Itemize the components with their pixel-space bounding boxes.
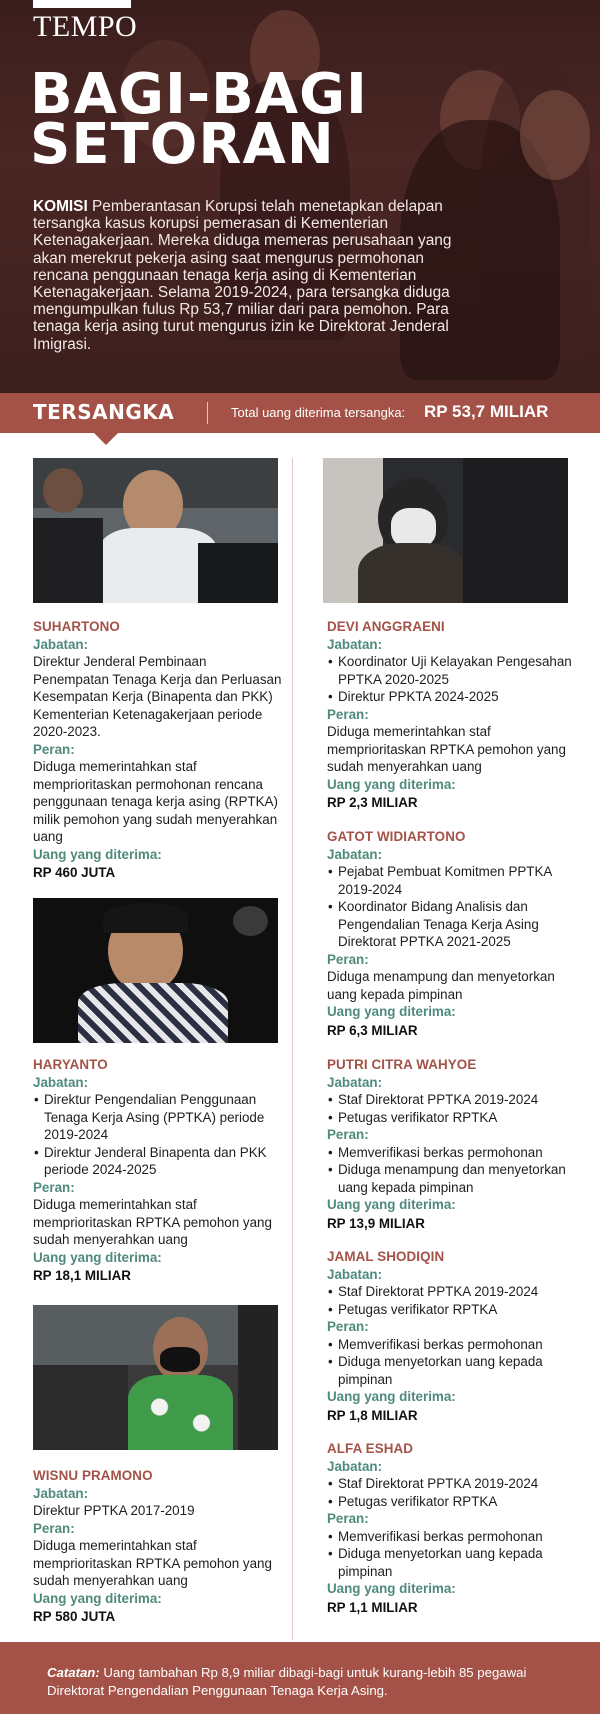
tempo-logo: TEMPO: [33, 10, 138, 43]
jabatan-item: • Koordinator Uji Kelayakan Pengesahan PPTKA 2020-2025: [327, 653, 577, 688]
jabatan-label: Jabatan:: [327, 1266, 383, 1282]
jabatan-label: Jabatan:: [327, 636, 383, 652]
peran-item: • Diduga menampung dan menyetorkan uang kepada pimpinan: [327, 1161, 577, 1196]
suspect-card-haryanto: [33, 1056, 283, 1285]
peran-label: Peran:: [33, 1179, 75, 1195]
uang-label: Uang yang diterima:: [33, 846, 162, 862]
jabatan-item: • Petugas verifikator RPTKA: [327, 1493, 577, 1511]
uang-label: Uang yang diterima:: [33, 1249, 162, 1265]
wisnu-photo: [33, 1305, 278, 1450]
suhartono-photo: [33, 458, 278, 603]
suspect-card-jamal: [327, 1248, 577, 1424]
footer-note: [0, 1642, 600, 1714]
uang-label: Uang yang diterima:: [33, 1590, 162, 1606]
peran-item: • Memverifikasi berkas permohonan: [327, 1528, 577, 1546]
peran-label: Peran:: [33, 1520, 75, 1536]
peran-list: [327, 1144, 577, 1197]
peran-label: Peran:: [327, 706, 369, 722]
suspect-name: PUTRI CITRA WAHYOE: [327, 1057, 477, 1072]
jabatan-item: • Direktur PPKTA 2024-2025: [327, 688, 577, 706]
uang-label: Uang yang diterima:: [327, 1004, 456, 1019]
jabatan-item: • Staf Direktorat PPTKA 2019-2024: [327, 1475, 577, 1493]
peran-list: [327, 1528, 577, 1581]
jabatan-label: Jabatan:: [327, 846, 383, 862]
suspect-name: DEVI ANGGRAENI: [327, 619, 445, 634]
title-line-1: BAGI-BAGI: [30, 62, 368, 127]
jabatan-label: Jabatan:: [33, 1074, 89, 1090]
header-separator: [207, 402, 208, 424]
uang-amount: RP 1,8 MILIAR: [327, 1407, 418, 1423]
jabatan-list: [327, 1091, 577, 1126]
title-line-2: SETORAN: [30, 112, 335, 177]
suspects-heading: TERSANGKA: [33, 400, 175, 424]
suspect-name: ALFA ESHAD: [327, 1441, 414, 1456]
uang-amount: RP 6,3 MILIAR: [327, 1022, 418, 1038]
jabatan-list: [327, 1283, 577, 1318]
jabatan-label: Jabatan:: [327, 1458, 383, 1474]
suspect-name: SUHARTONO: [33, 619, 120, 634]
jabatan-item: • Pejabat Pembuat Komitmen PPTKA 2019-2024: [327, 863, 577, 898]
jabatan-text: Direktur PPTKA 2017-2019: [33, 1503, 195, 1518]
uang-amount: RP 18,1 MILIAR: [33, 1268, 131, 1283]
suspect-card-suhartono: [33, 618, 283, 882]
page-title: [30, 62, 368, 177]
uang-amount: RP 1,1 MILIAR: [327, 1599, 418, 1615]
jabatan-item: • Direktur Jenderal Binapenta dan PKK periode 2024-2025: [33, 1144, 283, 1179]
total-value: RP 53,7 MILIAR: [424, 402, 549, 421]
jabatan-list: [33, 1091, 283, 1179]
peran-label: Peran:: [327, 1319, 369, 1334]
uang-amount: RP 13,9 MILIAR: [327, 1215, 425, 1231]
suspect-name: HARYANTO: [33, 1057, 108, 1072]
jabatan-list: [327, 863, 577, 951]
peran-list: [327, 1336, 577, 1389]
jabatan-item: • Staf Direktorat PPTKA 2019-2024: [327, 1091, 577, 1109]
jabatan-list: [327, 1475, 577, 1510]
suspect-name: WISNU PRAMONO: [33, 1468, 153, 1483]
suspect-name: JAMAL SHODIQIN: [327, 1249, 445, 1264]
jabatan-label: Jabatan:: [327, 1074, 383, 1090]
jabatan-list: [327, 653, 577, 706]
peran-label: Peran:: [327, 951, 369, 967]
peran-text: Diduga memerintahkan staf memprioritaskan permohonan rencana penggunaan tenaga kerja asing (RPTKA) milik pemohon yang sudah menyerahkan uang: [33, 759, 278, 844]
suspects-header-bar: [0, 393, 600, 433]
suspect-card-alfa: [327, 1440, 577, 1616]
suspect-card-gatot: [327, 828, 577, 1039]
peran-item: • Diduga menyetorkan uang kepada pimpinan: [327, 1353, 577, 1388]
total-label: Total uang diterima tersangka:: [231, 405, 406, 420]
peran-text: Diduga menampung dan menyetorkan uang kepada pimpinan: [327, 969, 555, 1002]
jabatan-item: • Petugas verifikator RPTKA: [327, 1109, 577, 1127]
devi-photo: [323, 458, 568, 603]
jabatan-item: • Staf Direktorat PPTKA 2019-2024: [327, 1283, 577, 1301]
uang-amount: RP 580 JUTA: [33, 1609, 116, 1624]
peran-text: Diduga memerintahkan staf memprioritaskan RPTKA pemohon yang sudah menyerahkan uang: [327, 724, 566, 774]
haryanto-photo: [33, 898, 278, 1043]
uang-label: Uang yang diterima:: [327, 1389, 456, 1404]
peran-item: • Memverifikasi berkas permohonan: [327, 1336, 577, 1354]
jabatan-label: Jabatan:: [33, 1485, 89, 1501]
peran-text: Diduga memerintahkan staf memprioritaskan RPTKA pemohon yang sudah menyerahkan uang: [33, 1538, 272, 1588]
jabatan-text: Direktur Jenderal Pembinaan Penempatan Tenaga Kerja dan Perluasan Kesempatan Kerja (Binapenta dan PKK) Kementerian Ketenagakerjaan periode 2020-2023.: [33, 654, 282, 739]
peran-label: Peran:: [327, 1127, 369, 1142]
uang-label: Uang yang diterima:: [327, 1581, 456, 1596]
peran-label: Peran:: [327, 1511, 369, 1526]
uang-label: Uang yang diterima:: [327, 776, 456, 792]
hero-banner: [0, 0, 600, 393]
jabatan-item: • Direktur Pengendalian Penggunaan Tenaga Kerja Asing (PPTKA) periode 2019-2024: [33, 1091, 283, 1144]
intro-paragraph: [33, 198, 453, 353]
suspect-name: GATOT WIDIARTONO: [327, 829, 466, 844]
uang-amount: RP 460 JUTA: [33, 865, 116, 880]
jabatan-item: • Koordinator Bidang Analisis dan Pengendalian Tenaga Kerja Asing Direktorat PPTKA 2021-2025: [327, 898, 577, 951]
peran-label: Peran:: [33, 741, 75, 757]
intro-lead: KOMISI: [33, 198, 88, 215]
suspect-card-putri: [327, 1056, 577, 1232]
uang-amount: RP 2,3 MILIAR: [327, 795, 418, 810]
footer-body: Uang tambahan Rp 8,9 miliar dibagi-bagi untuk kurang-lebih 85 pegawai Direktorat Pengendalian Penggunaan Tenaga Kerja Asing.: [47, 1665, 527, 1698]
peran-item: • Memverifikasi berkas permohonan: [327, 1144, 577, 1162]
jabatan-label: Jabatan:: [33, 636, 89, 652]
peran-text: Diduga memerintahkan staf memprioritaskan RPTKA pemohon yang sudah menyerahkan uang: [33, 1197, 272, 1247]
footer-text: [47, 1664, 567, 1699]
suspect-card-wisnu: [33, 1467, 283, 1626]
logo-bar: [33, 0, 131, 8]
footer-label: Catatan:: [47, 1665, 100, 1680]
intro-text: Pemberantasan Korupsi telah menetapkan delapan tersangka kasus korupsi pemerasan di Kementerian Ketenagakerjaan. Mereka diduga memeras perusahaan yang akan merekrut pekerja asing saat mengurus permohonan rencana penggunaan tenaga kerja asing di Kementerian Ketenagakerjaan. Selama 2019-2024, para tersangka diduga mengumpulkan fulus Rp 53,7 miliar dari para pemohon. Para tenaga kerja asing turut mengurus izin ke Direktorat Jenderal Imigrasi.: [33, 198, 452, 353]
background-photo-figure: [520, 90, 590, 180]
header-notch: [94, 433, 118, 445]
column-divider: [292, 458, 293, 1640]
peran-item: • Diduga menyetorkan uang kepada pimpinan: [327, 1545, 577, 1580]
uang-label: Uang yang diterima:: [327, 1197, 456, 1212]
suspect-card-devi: [327, 618, 577, 812]
jabatan-item: • Petugas verifikator RPTKA: [327, 1301, 577, 1319]
